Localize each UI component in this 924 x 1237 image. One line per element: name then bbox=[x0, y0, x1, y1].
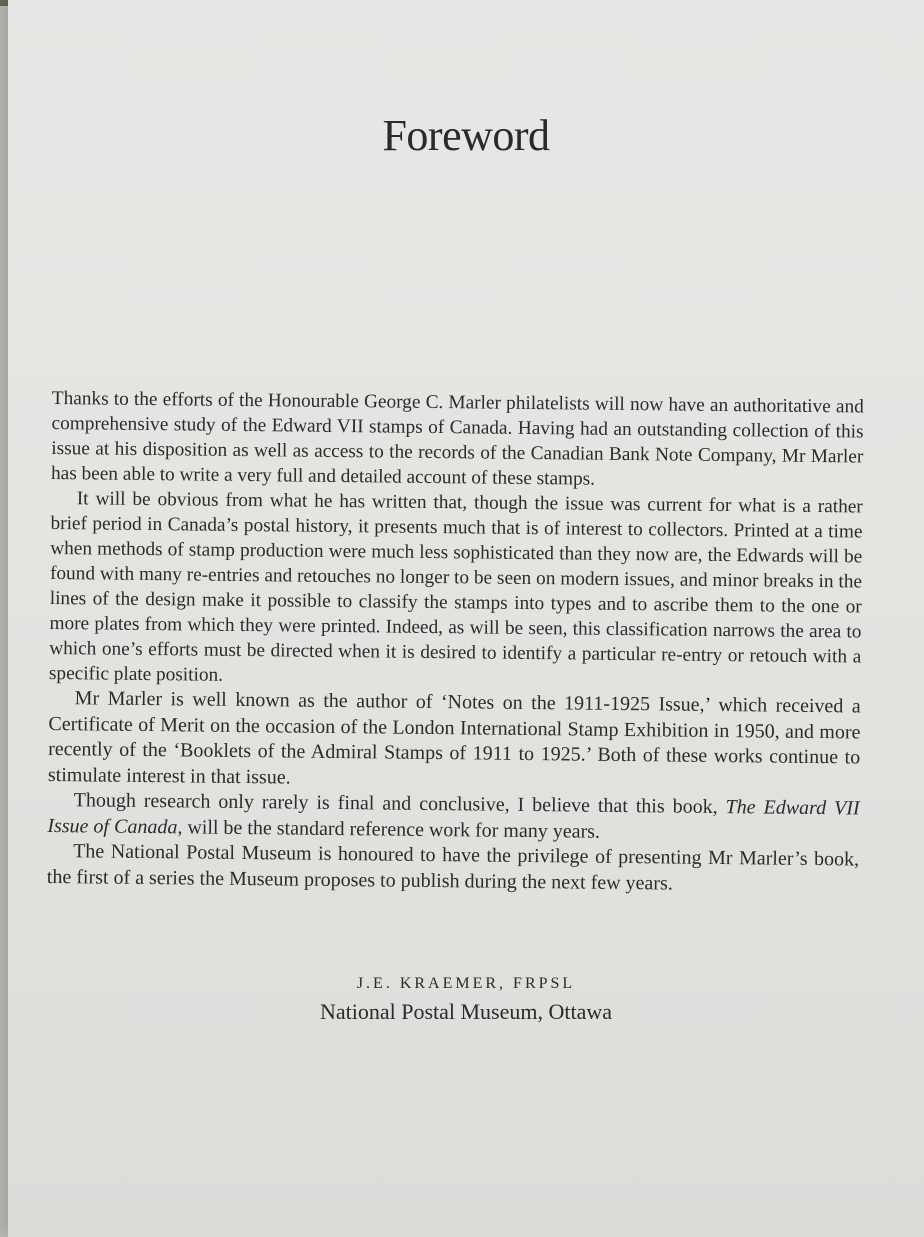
paragraph-4-end: , will be the standard reference work for many years. bbox=[177, 815, 601, 843]
signatory-institution: National Postal Museum, Ottawa bbox=[319, 999, 613, 1024]
book-title: The Edward VII Issue of Canada bbox=[47, 796, 860, 838]
paragraph-1: Thanks to the efforts of the Honourable George C. Marler philatelists will now have an authoritative and comprehensive study of the Edward VII stamps of Canada. Having had an outstanding collection of this issue at his disposition as well as access to the records of the Canadian Bank Note Company, Mr Marler has been able to write a very full and detailed account of these stamps. bbox=[50, 387, 864, 490]
signatory-name: J.E. KRAEMER, FRPSL bbox=[356, 975, 576, 992]
book-page bbox=[8, 0, 924, 1237]
foreword-body bbox=[47, 386, 864, 898]
paragraph-5: The National Postal Museum is honoured to have the privilege of presenting Mr Marler’s book, the first of a series the Museum proposes to publish during the next few years. bbox=[46, 840, 860, 895]
signature-block bbox=[8, 975, 924, 1025]
paragraph-4-start: Though research only rarely is final and conclusive, I believe that this book, bbox=[73, 789, 726, 819]
paragraph-2: It will be obvious from what he has written that, though the issue was current for what is a rather brief period in Canada’s postal history, it presents much that is of interest to collectors. Printed at a time when methods of stamp production were much less sophisticated than they now are, the Edwards will be found with many re-entries and retouches no longer to be seen on modern issues, and minor breaks in the lines of the design make it possible to classify the stamps into types and to ascribe them to the one or more plates from which they were printed. Indeed, as will be seen, this classification narrows the area to which one’s efforts must be directed when it is desired to identify a particular re-entry or retouch with a specific plate position. bbox=[48, 488, 863, 686]
paragraph-3: Mr Marler is well known as the author of ‘Notes on the 1911-1925 Issue,’ which received a Certificate of Merit on the occasion of the London International Stamp Exhibition in 1950, and more recently of the ‘Booklets of the Admiral Stamps of 1911 to 1925.’ Both of these works continue to stimulate interest in that issue. bbox=[47, 687, 861, 789]
page-title: Foreword bbox=[382, 111, 550, 160]
paragraph-4 bbox=[47, 788, 859, 848]
